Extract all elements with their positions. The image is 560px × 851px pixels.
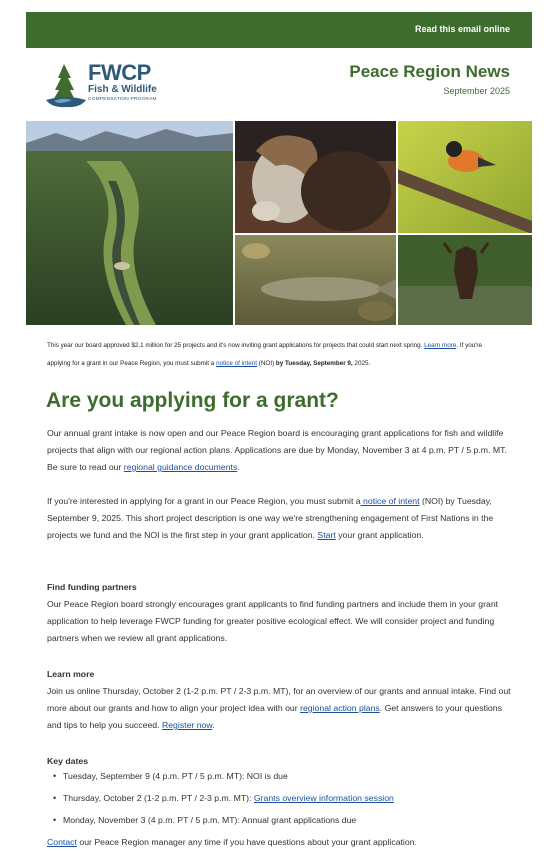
intro-text-3: (NOI) [257,360,276,367]
learn-more-link[interactable]: Learn more [424,342,457,349]
list-item [47,769,515,791]
key-dates-heading: Key dates [47,756,89,766]
logo-line3: COMPENSATION PROGRAM [88,97,157,102]
key-dates-list [47,769,515,835]
hero-photo-collage [26,121,532,325]
fish-photo [234,234,397,325]
contact-link[interactable]: Contact [47,837,77,847]
header-bar [26,12,532,48]
article-headline: Are you applying for a grant? [46,389,339,412]
list-item [47,791,515,813]
funding-partners-heading: Find funding partners [47,582,137,592]
logo-acronym: FWCP [88,60,151,85]
date-2: Thursday, October 2 (1-2 p.m. PT / 2-3 p.m. MT): [63,793,254,803]
p1-text: Our annual grant intake is now open and our Peace Region board is encouraging grant applications for fish and wildlife projects that align with our regional action plans. Applications are due by Monday, November 3 at 4 p.m. PT / 5 p.m. MT. Be sure to read our [47,428,507,472]
regional-action-plans-link[interactable]: regional action plans [300,703,380,713]
ram-photo [234,121,397,234]
paragraph-intake [47,425,515,476]
start-link[interactable]: Start [317,530,336,540]
list-item [47,813,515,835]
landscape-photo [26,121,234,325]
section-learn-more [47,666,515,734]
p2-end: your grant application. [335,530,424,540]
newsletter-date: September 2025 [443,86,510,96]
intro-text [47,337,497,373]
logo-mark-icon [44,60,88,110]
logo-line2: Fish & Wildlife [88,84,157,95]
notice-of-intent-link[interactable]: notice of intent [216,360,258,367]
paragraph-noi [47,493,515,544]
read-online-link[interactable]: Read this email online [414,24,510,34]
fwcp-logo[interactable] [44,60,174,110]
regional-guidance-link[interactable]: regional guidance documents [123,462,238,472]
s2-end: . [212,720,215,730]
moose-photo [397,234,532,325]
p1-end: . [237,462,240,472]
bird-photo [397,121,532,234]
p2-text: If you're interested in applying for a grant in our Peace Region, you must submit a [47,496,361,506]
date-3: Monday, November 3 (4 p.m. PT / 5 p.m. MT): Annual grant applications due [63,815,357,825]
intro-text-2: . If you're applying for a grant in our Peace Region, you must submit a [47,342,483,367]
date-1: Tuesday, September 9 (4 p.m. PT / 5 p.m. MT): NOI is due [63,771,288,781]
noi-link[interactable]: notice of intent [360,496,420,506]
s2-text: Join us online Thursday, October 2 (1-2 p.m. PT / 2-3 p.m. MT), for an overview of our grants and annual intake. Find out more about our grants and how to align your project idea with our [47,686,511,713]
section-funding-partners [47,579,515,647]
newsletter-title: Peace Region News [349,62,510,81]
intro-text-4: 2025. [352,360,371,367]
learn-more-heading: Learn more [47,669,95,679]
p2-mid: (NOI) by Tuesday, September 9, 2025. This short project description is one way we're strengthening engagement of First Nations in the projects we fund and the NOI is the first step in your grant application. [47,496,494,540]
contact-text: our Peace Region manager any time if you have questions about your grant application. [76,837,417,847]
s2-mid: . Get answers to your questions and tips to help you succeed. [47,703,502,730]
funding-partners-text: Our Peace Region board strongly encourages grant applicants to find funding partners and include them in your grant application to help leverage FWCP funding for greater positive ecological effect. We will consider project and funding partners when we review all grant applications. [47,599,499,643]
intro-deadline: by Tuesday, September 9, [275,360,353,367]
intro-text-1: This year our board approved $2.1 million for 25 projects and it's now inviting grant applications for projects that could start next spring. [47,342,425,349]
register-now-link[interactable]: Register now [161,720,213,730]
learn-more-text [47,683,515,734]
contact-line [47,834,515,851]
key-dates-heading-wrap [47,753,515,770]
grants-overview-link[interactable]: Grants overview information session [253,793,394,803]
